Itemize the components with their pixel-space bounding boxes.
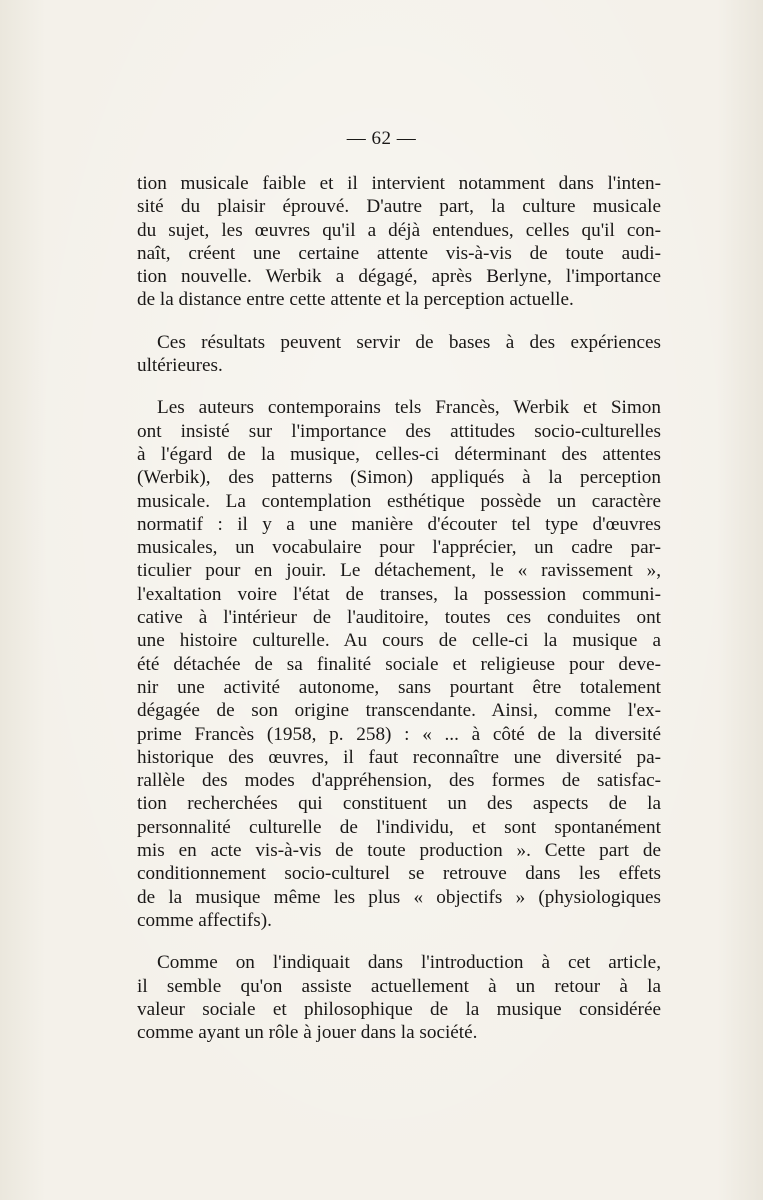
- text-line: dégagée de son origine transcendante. Ainsi, comme l'ex-: [137, 700, 661, 722]
- text-line: prime Francès (1958, p. 258) : « ... à côté de la diversité: [137, 723, 661, 745]
- text-line: valeur sociale et philosophique de la musique considérée: [137, 998, 661, 1020]
- paragraph-gap: [137, 377, 661, 396]
- paragraph: [137, 396, 661, 932]
- text-line: du sujet, les œuvres qu'il a déjà entendues, celles qu'il con-: [137, 219, 661, 241]
- text-line: tion nouvelle. Werbik a dégagé, après Berlyne, l'importance: [137, 266, 661, 288]
- text-line: ultérieures.: [137, 355, 223, 377]
- text-line: il semble qu'on assiste actuellement à un retour à la: [137, 975, 661, 997]
- text-line: normatif : il y a une manière d'écouter tel type d'œuvres: [137, 513, 661, 535]
- text-line: cative à l'intérieur de l'auditoire, toutes ces conduites ont: [137, 607, 661, 629]
- text-line: de la distance entre cette attente et la perception actuelle.: [137, 289, 574, 311]
- paragraph: [137, 951, 661, 1044]
- text-line: (Werbik), des patterns (Simon) appliqués à la perception: [137, 467, 661, 489]
- text-line: historique des œuvres, il faut reconnaître une diversité pa-: [137, 746, 661, 768]
- text-line: mis en acte vis-à-vis de toute production ». Cette part de: [137, 840, 661, 862]
- text-line: conditionnement socio-culturel se retrouve dans les effets: [137, 863, 661, 885]
- text-line: l'exaltation voire l'état de transes, la possession communi-: [137, 583, 661, 605]
- paragraph-gap: [137, 932, 661, 951]
- body-text: [137, 172, 661, 1044]
- text-line: tion musicale faible et il intervient notamment dans l'inten-: [137, 173, 661, 194]
- text-line: Comme on l'indiquait dans l'introduction à cet article,: [157, 952, 661, 974]
- paragraph: [137, 331, 661, 378]
- text-line: de la musique même les plus « objectifs » (physiologiques: [137, 886, 661, 908]
- text-line: été détachée de sa finalité sociale et religieuse pour deve-: [137, 653, 661, 675]
- text-line: ont insisté sur l'importance des attitudes socio-culturelles: [137, 420, 661, 442]
- text-line: personnalité culturelle de l'individu, et sont spontanément: [137, 816, 661, 838]
- text-line: naît, créent une certaine attente vis-à-vis de toute audi-: [137, 242, 661, 264]
- text-line: ticulier pour en jouir. Le détachement, le « ravissement »,: [137, 560, 661, 582]
- text-line: musicale. La contemplation esthétique possède un caractère: [137, 490, 661, 512]
- paragraph: [137, 172, 661, 312]
- page-number: — 62 —: [346, 128, 417, 149]
- text-line: rallèle des modes d'appréhension, des formes de satisfac-: [137, 770, 661, 792]
- text-line: Les auteurs contemporains tels Francès, Werbik et Simon: [157, 397, 661, 419]
- paragraph-gap: [137, 312, 661, 331]
- text-line: une histoire culturelle. Au cours de celle-ci la musique a: [137, 630, 661, 652]
- text-line: tion recherchées qui constituent un des aspects de la: [137, 793, 661, 815]
- text-line: musicales, un vocabulaire pour l'apprécier, un cadre par-: [137, 537, 661, 559]
- text-line: comme ayant un rôle à jouer dans la société.: [137, 1022, 478, 1044]
- text-line: nir une activité autonome, sans pourtant être totalement: [137, 676, 661, 698]
- text-line: sité du plaisir éprouvé. D'autre part, la culture musicale: [137, 196, 661, 218]
- text-line: comme affectifs).: [137, 909, 272, 931]
- text-line: Ces résultats peuvent servir de bases à des expériences: [157, 331, 661, 353]
- text-line: à l'égard de la musique, celles-ci déterminant des attentes: [137, 443, 661, 465]
